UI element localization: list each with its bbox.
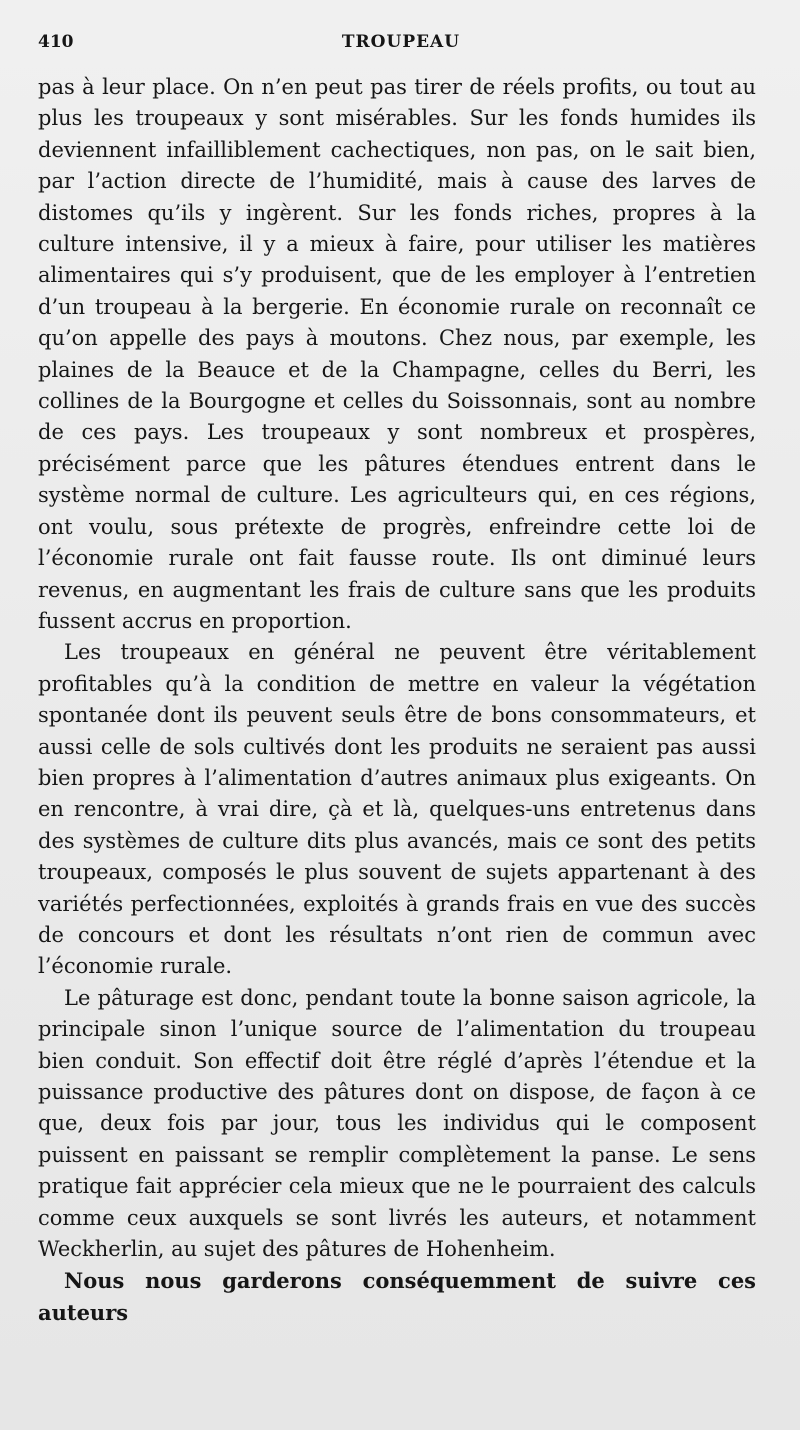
- paragraph-4: Nous nous garderons conséquemment de suivre ces auteurs: [38, 1268, 756, 1325]
- paragraph-1: pas à leur place. On n’en peut pas tirer de réels profits, ou tout au plus les troupeaux y sont misérables. Sur les fonds humides ils deviennent infailliblement cachectiques, non pas, on le sait bien, par l’action directe de l’humidité, mais à cause des larves de distomes qu’ils y ingèrent. Sur les fonds riches, propres à la culture intensive, il y a mieux à faire, pour utiliser les matières alimentaires qui s’y produisent, que de les employer à l’entretien d’un troupeau à la bergerie. En économie rurale on reconnaît ce qu’on appelle des pays à moutons. Chez nous, par exemple, les plaines de la Beauce et de la Champagne, celles du Berri, les collines de la Bourgogne et celles du Soissonnais, sont au nombre de ces pays. Les troupeaux y sont nombreux et prospères, précisément parce que les pâtures étendues entrent dans le système normal de culture. Les agriculteurs qui, en ces régions, ont voulu, sous prétexte de progrès, enfreindre cette loi de l’économie rurale ont fait fausse route. Ils ont diminué leurs revenus, en augmentant les frais de culture sans que les produits fussent accrus en proportion.: [38, 75, 756, 633]
- paragraph-3: Le pâturage est donc, pendant toute la bonne saison agricole, la principale sinon l’unique source de l’alimentation du troupeau bien conduit. Son effectif doit être réglé d’après l’étendue et la puissance productive des pâtures dont on dispose, de façon à ce que, deux fois par jour, tous les individus qui le composent puissent en paissant se remplir complètement la panse. Le sens pratique fait apprécier cela mieux que ne le pourraient des calculs comme ceux auxquels se sont livrés les auteurs, et notamment Weckherlin, au sujet des pâtures de Hohenheim.: [38, 985, 756, 1262]
- paragraph-2: Les troupeaux en général ne peuvent être véritablement profitables qu’à la condition de mettre en valeur la végétation spontanée dont ils peuvent seuls être de bons consommateurs, et aussi celle de sols cultivés dont les produits ne seraient pas aussi bien propres à l’alimentation d’autres animaux plus exigeants. On en rencontre, à vrai dire, çà et là, quelques-uns entretenus dans des systèmes de culture dits plus avancés, mais ce sont des petits troupeaux, composés le plus souvent de sujets appartenant à des variétés perfectionnées, exploités à grands frais en vue des succès de concours et dont les résultats n’ont rien de commun avec l’économie rurale.: [38, 640, 756, 979]
- page-number: 410: [38, 32, 74, 52]
- running-title: TROUPEAU: [341, 32, 461, 52]
- body-text: [38, 72, 756, 1328]
- page-header: [38, 32, 764, 60]
